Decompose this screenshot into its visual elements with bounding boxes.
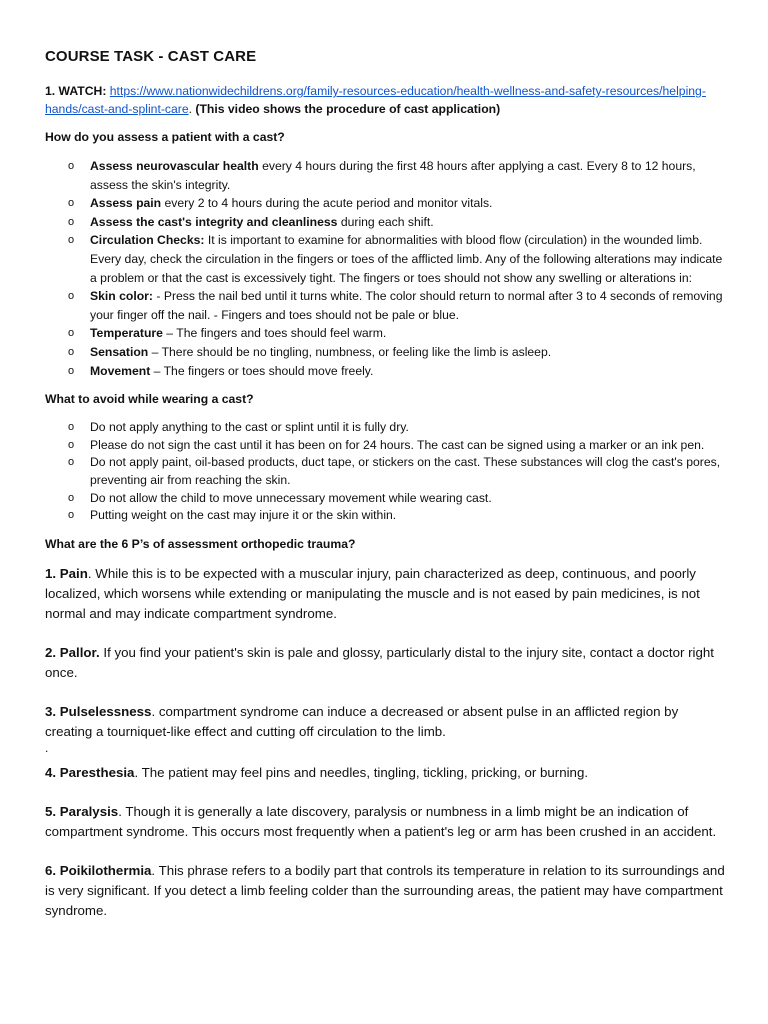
assess-question: How do you assess a patient with a cast?: [45, 130, 285, 144]
p-poikilothermia: [45, 861, 728, 921]
stray-dot: .: [45, 740, 49, 755]
circle-bullet-icon: o: [68, 234, 75, 247]
watch-label: 1. WATCH:: [45, 84, 107, 98]
p-pulselessness: [45, 702, 728, 742]
list-item: [45, 157, 728, 194]
list-item: [45, 194, 728, 213]
p-text: . compartment syndrome can induce a decreased or absent pulse in an afflicted region by creating a tourniquet-like effect and cutting off circulation to the limb.: [45, 703, 679, 739]
list-item: [45, 507, 728, 525]
circle-bullet-icon: o: [68, 197, 75, 210]
assess-list: [45, 157, 728, 380]
item-bold: Sensation: [90, 344, 149, 359]
item-text: – The fingers and toes should feel warm.: [162, 326, 387, 341]
p-text: . Though it is generally a late discovery, paralysis or numbness in a limb might be an indication of compartment syndrome. This occurs most frequently when a patient's leg or arm has been crushed in an accident.: [45, 803, 717, 839]
circle-bullet-icon: o: [68, 438, 75, 451]
item-text: It is important to examine for abnormalities with blood flow (circulation) in the wounded limb. Every day, check the circulation in the fingers or toes of the afflicted limb. Any of the following alterations may indicate a problem or that the cast is excessively tight. The fingers or toes should not show any swelling or alterations in:: [90, 233, 723, 285]
p-text: . While this is to be expected with a muscular injury, pain characterized as deep, continuous, and poorly localized, which worsens while extending or manipulating the muscle and is not eased by pain medicines, is not normal and may indicate compartment syndrome.: [45, 565, 700, 621]
page-title: COURSE TASK - CAST CARE: [45, 48, 257, 65]
p-heading: 2. Pallor.: [45, 644, 100, 660]
item-text: every 4 hours during the first 48 hours after applying a cast. Every 8 to 12 hours, assess the skin's integrity.: [90, 159, 696, 192]
item-bold: Circulation Checks:: [90, 233, 205, 248]
item-bold: Assess the cast's integrity and cleanliness: [90, 214, 338, 229]
six-ps-question: What are the 6 P’s of assessment orthopedic trauma?: [45, 536, 356, 551]
item-text: – The fingers or toes should move freely.: [150, 363, 374, 378]
p-text: . This phrase refers to a bodily part that controls its temperature in relation to its surroundings and is very significant. If you detect a limb feeling colder than the surrounding areas, the patient may have compartment syndrome.: [45, 862, 725, 918]
p-paresthesia: [45, 763, 728, 783]
circle-bullet-icon: o: [68, 327, 75, 340]
item-text: every 2 to 4 hours during the acute period and monitor vitals.: [161, 196, 493, 211]
p-pallor: [45, 643, 728, 683]
p-heading: 5. Paralysis: [45, 803, 119, 819]
link-period: .: [188, 102, 193, 116]
list-item: [45, 454, 728, 489]
item-bold: Skin color:: [90, 289, 153, 304]
p-heading: 4. Paresthesia: [45, 764, 135, 780]
item-text: – There should be no tingling, numbness, or feeling like the limb is asleep.: [148, 344, 552, 359]
p-heading: 3. Pulselessness: [45, 703, 152, 719]
p-heading: 1. Pain: [45, 565, 88, 581]
item-bold: Movement: [90, 363, 151, 378]
circle-bullet-icon: o: [68, 421, 75, 434]
watch-note: (This video shows the procedure of cast application): [195, 102, 501, 116]
item-bold: Assess neurovascular health: [90, 159, 259, 173]
circle-bullet-icon: o: [68, 345, 75, 358]
p-paralysis: [45, 802, 728, 842]
p-pain: [45, 564, 728, 624]
circle-bullet-icon: o: [68, 364, 75, 377]
list-item: [45, 324, 728, 343]
list-item: [45, 287, 728, 324]
item-text: Do not allow the child to move unnecessary movement while wearing cast.: [90, 490, 492, 505]
item-text: Do not apply paint, oil-based products, duct tape, or stickers on the cast. These substances will clog the cast's pores, preventing air from reaching the skin.: [90, 455, 721, 487]
item-text: Putting weight on the cast may injure it or the skin within.: [90, 508, 397, 523]
list-item: [45, 231, 728, 287]
circle-bullet-icon: o: [68, 160, 75, 172]
circle-bullet-icon: o: [68, 290, 75, 303]
circle-bullet-icon: o: [68, 509, 75, 522]
video-link[interactable]: https://www.nationwidechildrens.org/family-resources-education/health-wellness-and-safety-resources/helping-hands/cast-and-splint-care: [45, 84, 706, 116]
list-item: [45, 490, 728, 508]
watch-paragraph: [45, 82, 728, 118]
item-text: - Press the nail bed until it turns white. The color should return to normal after 3 to 4 seconds of removing your finger off the nail. - Fingers and toes should not be pale or blue.: [90, 289, 723, 322]
p-text: If you find your patient's skin is pale and glossy, particularly distal to the injury site, contact a doctor right once.: [45, 644, 714, 680]
list-item: [45, 362, 728, 381]
item-bold: Assess pain: [90, 196, 162, 211]
list-item: [45, 437, 728, 455]
list-item: [45, 419, 728, 437]
item-text: Do not apply anything to the cast or splint until it is fully dry.: [90, 420, 409, 435]
p-text: . The patient may feel pins and needles, tingling, tickling, pricking, or burning.: [134, 764, 589, 780]
list-item: [45, 343, 728, 362]
item-text: Please do not sign the cast until it has been on for 24 hours. The cast can be signed using a marker or an ink pen.: [90, 437, 705, 452]
item-bold: Temperature: [90, 326, 163, 341]
circle-bullet-icon: o: [68, 491, 75, 504]
avoid-list: [45, 419, 728, 525]
circle-bullet-icon: o: [68, 215, 75, 228]
list-item: [45, 213, 728, 232]
item-text: during each shift.: [337, 214, 434, 229]
p-heading: 6. Poikilothermia: [45, 862, 152, 878]
circle-bullet-icon: o: [68, 456, 75, 469]
avoid-question: What to avoid while wearing a cast?: [45, 392, 254, 407]
